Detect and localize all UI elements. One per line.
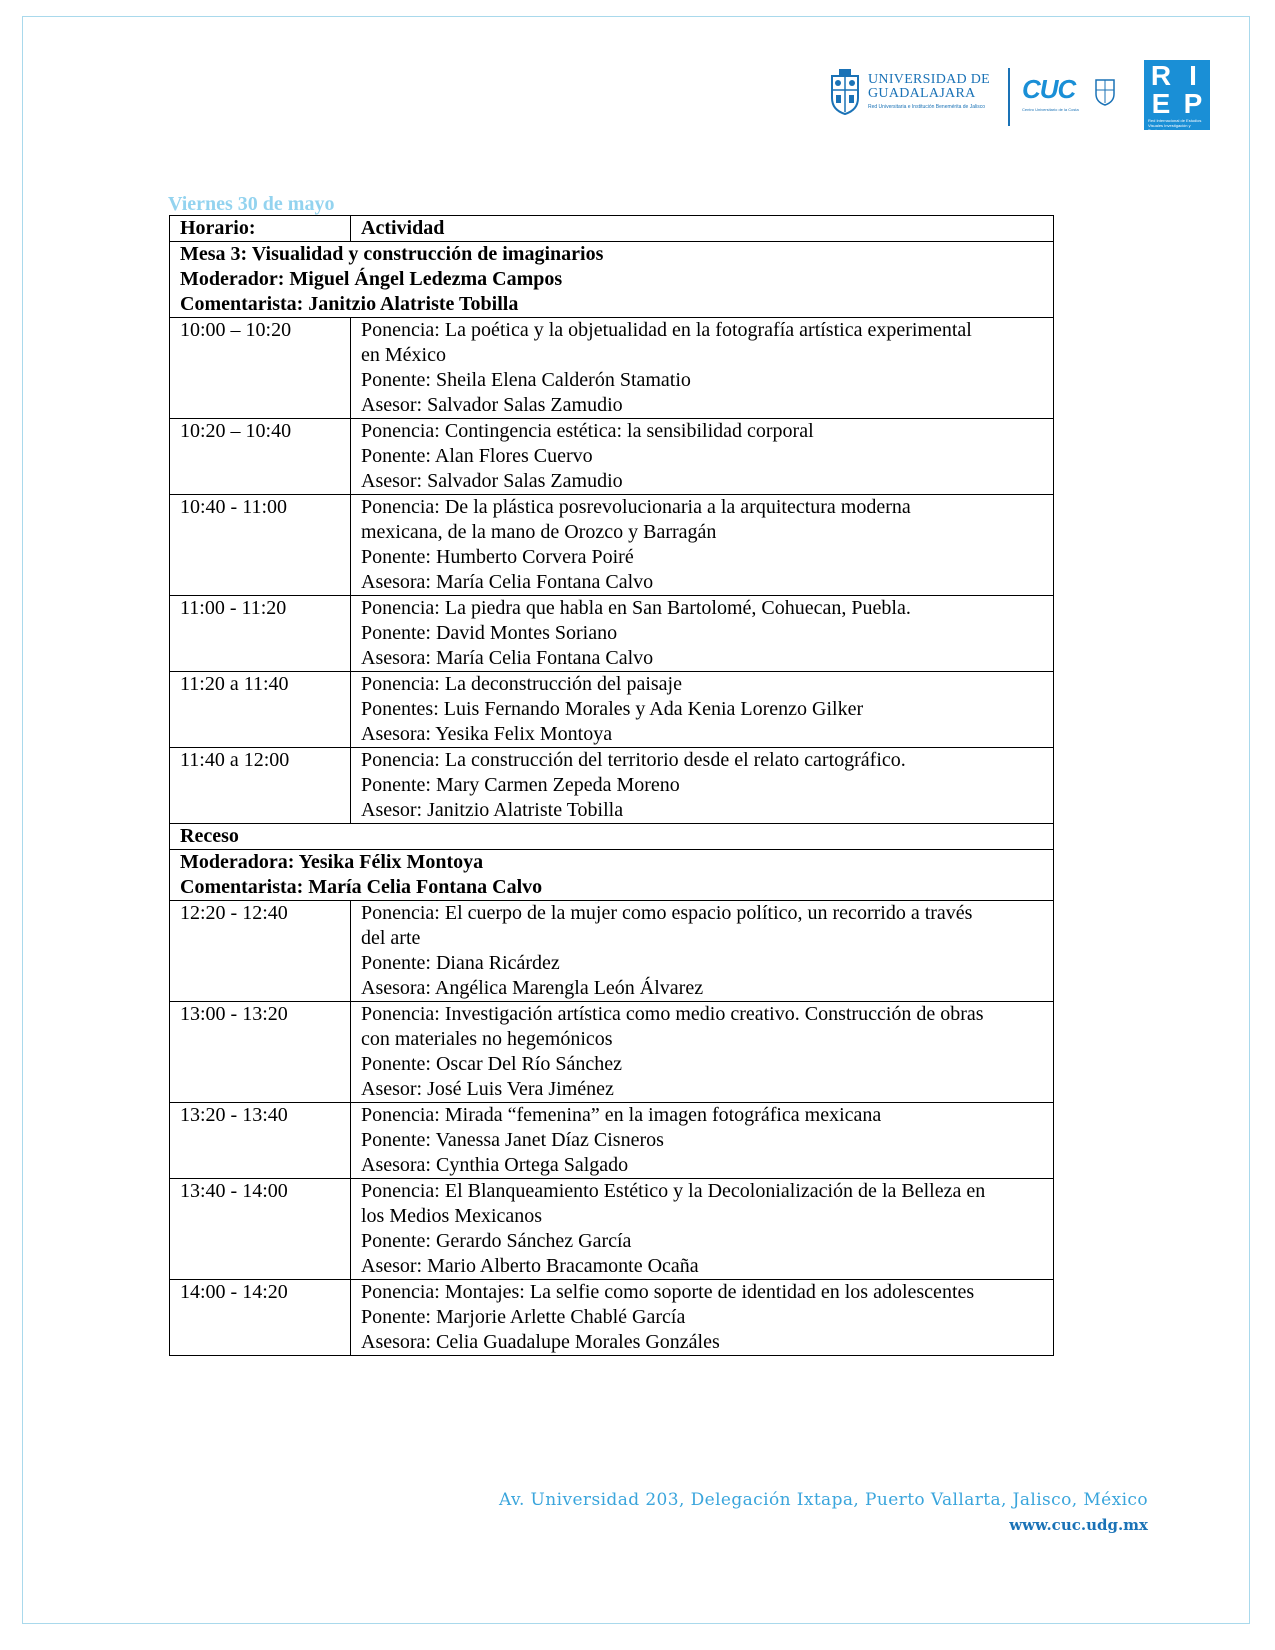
footer-url: www.cuc.udg.mx xyxy=(1009,1516,1148,1534)
table-row xyxy=(170,419,1054,495)
table-row xyxy=(170,596,1054,672)
udg-name xyxy=(868,73,990,101)
mesa-header-line: Mesa 3: Visualidad y construcción de imaginarios xyxy=(180,243,604,265)
session-time: 10:40 - 11:00 xyxy=(170,495,351,596)
activity-line: Ponente: David Montes Soriano xyxy=(361,622,618,644)
activity-line: del arte xyxy=(361,927,421,949)
activity-line: Ponencia: La poética y la objetualidad en la fotografía artística experimental xyxy=(361,319,972,341)
activity-line: Asesor: Salvador Salas Zamudio xyxy=(361,470,623,492)
table-header-row xyxy=(170,216,1054,242)
session-time: 11:40 a 12:00 xyxy=(170,748,351,824)
activity-line: Asesor: José Luis Vera Jiménez xyxy=(361,1078,614,1100)
table-row xyxy=(170,495,1054,596)
activity-line: Ponencia: La deconstrucción del paisaje xyxy=(361,673,682,695)
session-activity xyxy=(351,1280,1054,1356)
activity-line: Asesora: María Celia Fontana Calvo xyxy=(361,647,654,669)
session-time: 12:20 - 12:40 xyxy=(170,901,351,1002)
activity-line: Asesor: Janitzio Alatriste Tobilla xyxy=(361,799,624,821)
activity-line: Ponente: Humberto Corvera Poiré xyxy=(361,546,634,568)
mesa-header-line: Moderador: Miguel Ángel Ledezma Campos xyxy=(180,268,563,290)
activity-line: Ponencia: Mirada “femenina” en la imagen fotográfica mexicana xyxy=(361,1104,882,1126)
riep-letter-e: E xyxy=(1151,88,1171,119)
activity-line: Ponentes: Luis Fernando Morales y Ada Kenia Lorenzo Gilker xyxy=(361,698,864,720)
mesa-header-cell xyxy=(170,242,1054,318)
header-activity: Actividad xyxy=(351,216,1054,242)
activity-line: Asesora: Celia Guadalupe Morales Gonzáles xyxy=(361,1331,720,1353)
recess-label: Receso xyxy=(170,824,1054,850)
session-time: 10:20 – 10:40 xyxy=(170,419,351,495)
session-time: 11:20 a 11:40 xyxy=(170,672,351,748)
activity-line: mexicana, de la mano de Orozco y Barragán xyxy=(361,521,717,543)
activity-line: Asesora: Cynthia Ortega Salgado xyxy=(361,1154,629,1176)
table-row xyxy=(170,1103,1054,1179)
moderation-header-cell xyxy=(170,850,1054,901)
activity-line: Ponencia: La piedra que habla en San Bartolomé, Cohuecan, Puebla. xyxy=(361,597,911,619)
cuc-crest-icon xyxy=(1094,76,1116,106)
session-activity xyxy=(351,672,1054,748)
moderation-header-line: Moderadora: Yesika Félix Montoya xyxy=(180,851,484,873)
session-activity xyxy=(351,596,1054,672)
activity-line: con materiales no hegemónicos xyxy=(361,1028,613,1050)
activity-line: en México xyxy=(361,344,446,366)
session-activity xyxy=(351,495,1054,596)
udg-logo xyxy=(828,68,998,118)
activity-line: Ponente: Vanessa Janet Díaz Cisneros xyxy=(361,1129,664,1151)
session-activity xyxy=(351,748,1054,824)
session-time: 13:40 - 14:00 xyxy=(170,1179,351,1280)
activity-line: los Medios Mexicanos xyxy=(361,1205,543,1227)
table-row xyxy=(170,318,1054,419)
moderation-header xyxy=(170,850,1054,901)
activity-line: Ponente: Oscar Del Río Sánchez xyxy=(361,1053,623,1075)
activity-line: Asesora: María Celia Fontana Calvo xyxy=(361,571,654,593)
table-row xyxy=(170,672,1054,748)
session-activity xyxy=(351,1002,1054,1103)
activity-line: Ponente: Diana Ricárdez xyxy=(361,952,560,974)
session-activity xyxy=(351,1103,1054,1179)
udg-name-line2: GUADALAJARA xyxy=(868,86,976,101)
activity-line: Asesora: Angélica Marengla León Álvarez xyxy=(361,977,704,999)
riep-subtitle: Red Internacional de Estudios Visuales Investigación y Producción xyxy=(1148,118,1202,133)
activity-line: Ponente: Marjorie Arlette Chablé García xyxy=(361,1306,686,1328)
activity-line: Ponencia: Montajes: La selfie como soporte de identidad en los adolescentes xyxy=(361,1281,975,1303)
session-activity xyxy=(351,419,1054,495)
activity-line: Asesora: Yesika Felix Montoya xyxy=(361,723,613,745)
footer-address: Av. Universidad 203, Delegación Ixtapa, Puerto Vallarta, Jalisco, México xyxy=(498,1490,1148,1510)
udg-name-line1: UNIVERSIDAD DE xyxy=(868,72,991,87)
activity-line: Ponencia: La construcción del territorio desde el relato cartográfico. xyxy=(361,749,906,771)
activity-line: Ponente: Alan Flores Cuervo xyxy=(361,445,593,467)
day-heading: Viernes 30 de mayo xyxy=(168,193,335,215)
session-activity xyxy=(351,318,1054,419)
session-time: 13:00 - 13:20 xyxy=(170,1002,351,1103)
activity-line: Ponencia: Contingencia estética: la sensibilidad corporal xyxy=(361,420,814,442)
mesa-header xyxy=(170,242,1054,318)
cuc-logo-text: CUC xyxy=(1022,74,1076,104)
riep-letter-i: I xyxy=(1189,60,1197,91)
session-activity xyxy=(351,1179,1054,1280)
mesa-header-line: Comentarista: Janitzio Alatriste Tobilla xyxy=(180,293,519,315)
table-row xyxy=(170,1280,1054,1356)
activity-line: Ponencia: De la plástica posrevolucionaria a la arquitectura moderna xyxy=(361,496,911,518)
table-row xyxy=(170,748,1054,824)
session-time: 13:20 - 13:40 xyxy=(170,1103,351,1179)
activity-line: Ponencia: El cuerpo de la mujer como espacio político, un recorrido a través xyxy=(361,902,973,924)
table-row xyxy=(170,1002,1054,1103)
session-time: 14:00 - 14:20 xyxy=(170,1280,351,1356)
riep-letter-p: P xyxy=(1183,88,1203,119)
session-time: 11:00 - 11:20 xyxy=(170,596,351,672)
session-activity xyxy=(351,901,1054,1002)
riep-logo xyxy=(1144,60,1210,133)
table-row xyxy=(170,901,1054,1002)
moderation-header-line: Comentarista: María Celia Fontana Calvo xyxy=(180,876,543,898)
udg-subtitle: Red Universitaria e Institución Benemérita de Jalisco xyxy=(868,104,985,110)
schedule-table xyxy=(169,215,1054,1356)
activity-line: Asesor: Salvador Salas Zamudio xyxy=(361,394,623,416)
cuc-logo xyxy=(1022,74,1114,114)
activity-line: Ponente: Mary Carmen Zepeda Moreno xyxy=(361,774,680,796)
recess-row xyxy=(170,824,1054,850)
logo-divider xyxy=(1008,68,1010,126)
header-time: Horario: xyxy=(170,216,351,242)
udg-crest-icon xyxy=(828,68,862,116)
session-time: 10:00 – 10:20 xyxy=(170,318,351,419)
header-logos xyxy=(822,58,1212,136)
riep-letter-r: R xyxy=(1150,60,1172,91)
cuc-subtitle: Centro Universitario de la Costa xyxy=(1022,107,1079,112)
activity-line: Ponente: Sheila Elena Calderón Stamatio xyxy=(361,369,691,391)
activity-line: Ponencia: El Blanqueamiento Estético y la Decolonialización de la Belleza en xyxy=(361,1180,986,1202)
activity-line: Asesor: Mario Alberto Bracamonte Ocaña xyxy=(361,1255,699,1277)
activity-line: Ponencia: Investigación artística como medio creativo. Construcción de obras xyxy=(361,1003,984,1025)
activity-line: Ponente: Gerardo Sánchez García xyxy=(361,1230,632,1252)
table-row xyxy=(170,1179,1054,1280)
